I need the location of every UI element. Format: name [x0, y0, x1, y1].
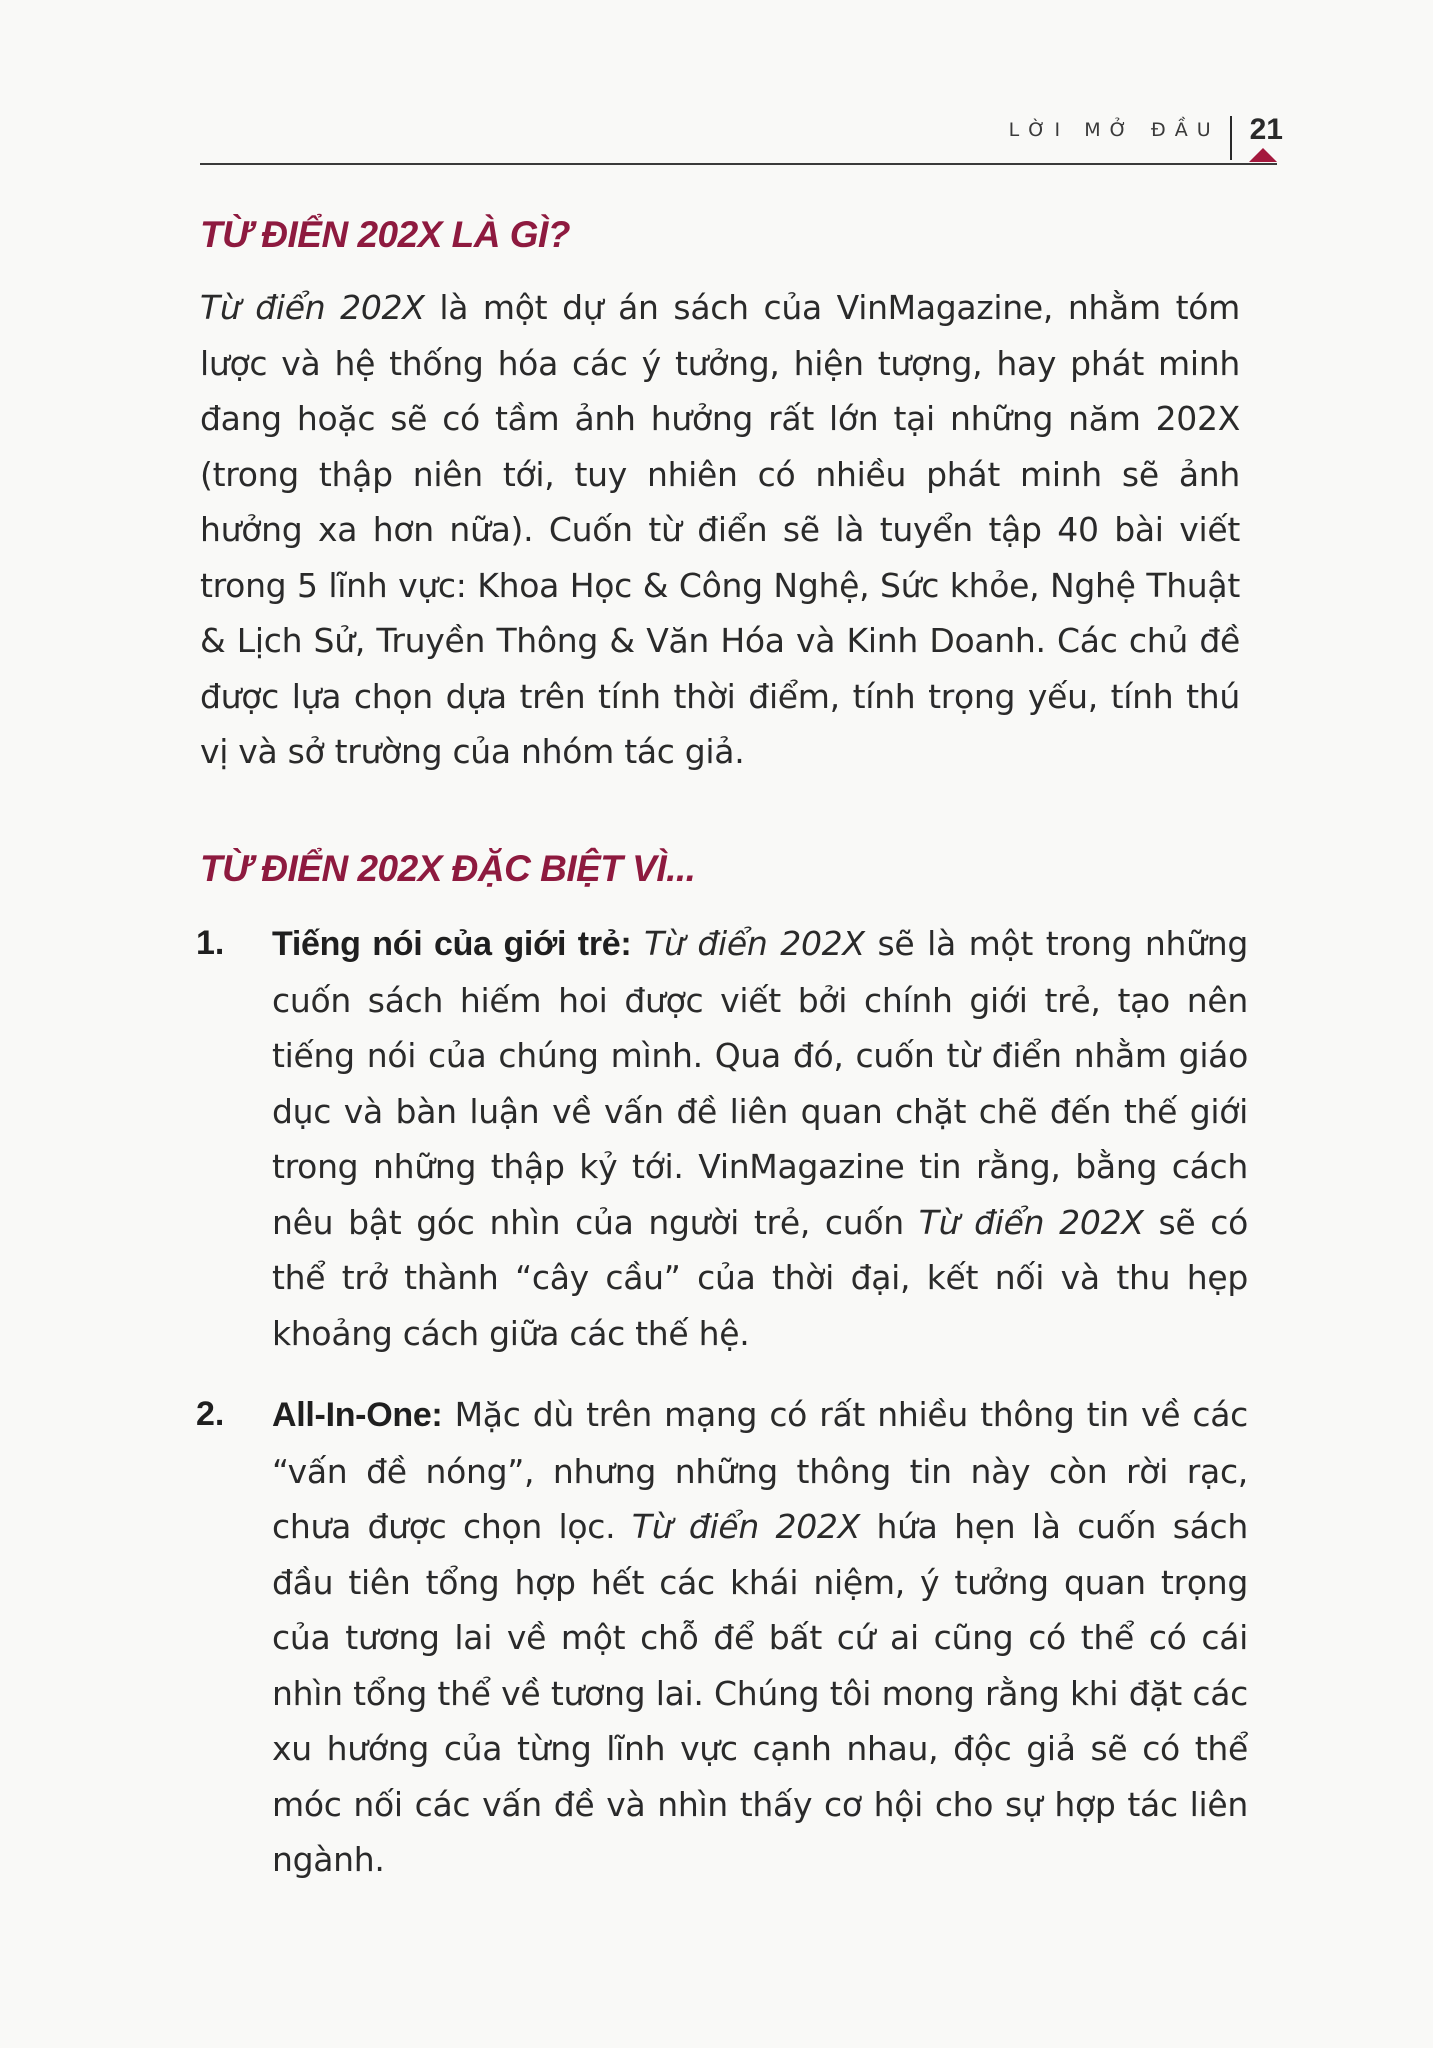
intro-paragraph-text: là một dự án sách của VinMagazine, nhằm tóm lược và hệ thống hóa các ý tưởng, hiện tượng, hay phát minh đang hoặc sẽ có tầm ảnh hưởng rất lớn tại những năm 202X (trong thập niên tới, tuy nhiên có nhiều phát minh sẽ ảnh hưởng xa hơn nữa). Cuốn từ điển sẽ là tuyển tập 40 bài viết trong 5 lĩnh vực: Khoa Học & Công Nghệ, Sức khỏe, Nghệ Thuật & Lịch Sử, Truyền Thông & Văn Hóa và Kinh Doanh. Các chủ đề được lựa chọn dựa trên tính thời điểm, tính trọng yếu, tính thú vị và sở trường của nhóm tác giả. — [200, 288, 1240, 771]
section-heading-what-is: TỪ ĐIỂN 202X LÀ GÌ? — [200, 214, 570, 255]
list-item-number: 2. — [196, 1395, 225, 1433]
list-item-lead: All-In-One: — [272, 1396, 443, 1434]
page-number: 21 — [1249, 113, 1283, 146]
list-item — [196, 916, 1248, 1361]
list-item-text-part: Mặc dù trên mạng có rất nhiều thông tin về các “vấn đề nóng”, nhưng những thông tin này còn rời rạc, chưa được chọn lọc. — [272, 1395, 1248, 1546]
header-divider — [1230, 116, 1232, 160]
section-heading-special-because: TỪ ĐIỂN 202X ĐẶC BIỆT VÌ... — [200, 848, 696, 889]
page-marker-triangle-icon — [1249, 148, 1277, 162]
book-title-italic: Từ điển 202X — [200, 288, 425, 327]
list-item-number: 1. — [196, 924, 225, 962]
book-title-italic: Từ điển 202X — [631, 1507, 860, 1546]
list-item-text-part — [631, 924, 644, 963]
running-header-section-name: LỜI MỞ ĐẦU — [1008, 119, 1220, 141]
list-item-text-part: sẽ có thể trở thành “cây cầu” của thời đại, kết nối và thu hẹp khoảng cách giữa các thế hệ. — [272, 1202, 1248, 1353]
running-header — [1009, 108, 1283, 152]
book-title-italic: Từ điển 202X — [644, 924, 865, 963]
list-item-text-part: hứa hẹn là cuốn sách đầu tiên tổng hợp hết các khái niệm, ý tưởng quan trọng của tương lai về một chỗ để bất cứ ai cũng có thể có cái nhìn tổng thể về tương lai. Chúng tôi mong rằng khi đặt các xu hướng của từng lĩnh vực cạnh nhau, độc giả sẽ có thể móc nối các vấn đề và nhìn thấy cơ hội cho sự hợp tác liên ngành. — [272, 1507, 1248, 1879]
list-item — [196, 1387, 1248, 1888]
book-title-italic: Từ điển 202X — [918, 1202, 1144, 1242]
list-item-text — [272, 916, 1248, 1361]
header-rule — [200, 163, 1277, 165]
intro-paragraph — [200, 280, 1240, 780]
list-item-text — [272, 1387, 1248, 1888]
list-item-lead: Tiếng nói của giới trẻ: — [272, 925, 632, 963]
list-item-text-part: sẽ là một trong những cuốn sách hiếm hoi được viết bởi chính giới trẻ, tạo nên tiếng nói của chúng mình. Qua đó, cuốn từ điển nhằm giáo dục và bàn luận về vấn đề liên quan chặt chẽ đến thế giới trong những thập kỷ tới. VinMagazine tin rằng, bằng cách nêu bật góc nhìn của người trẻ, cuốn — [272, 924, 1248, 1242]
